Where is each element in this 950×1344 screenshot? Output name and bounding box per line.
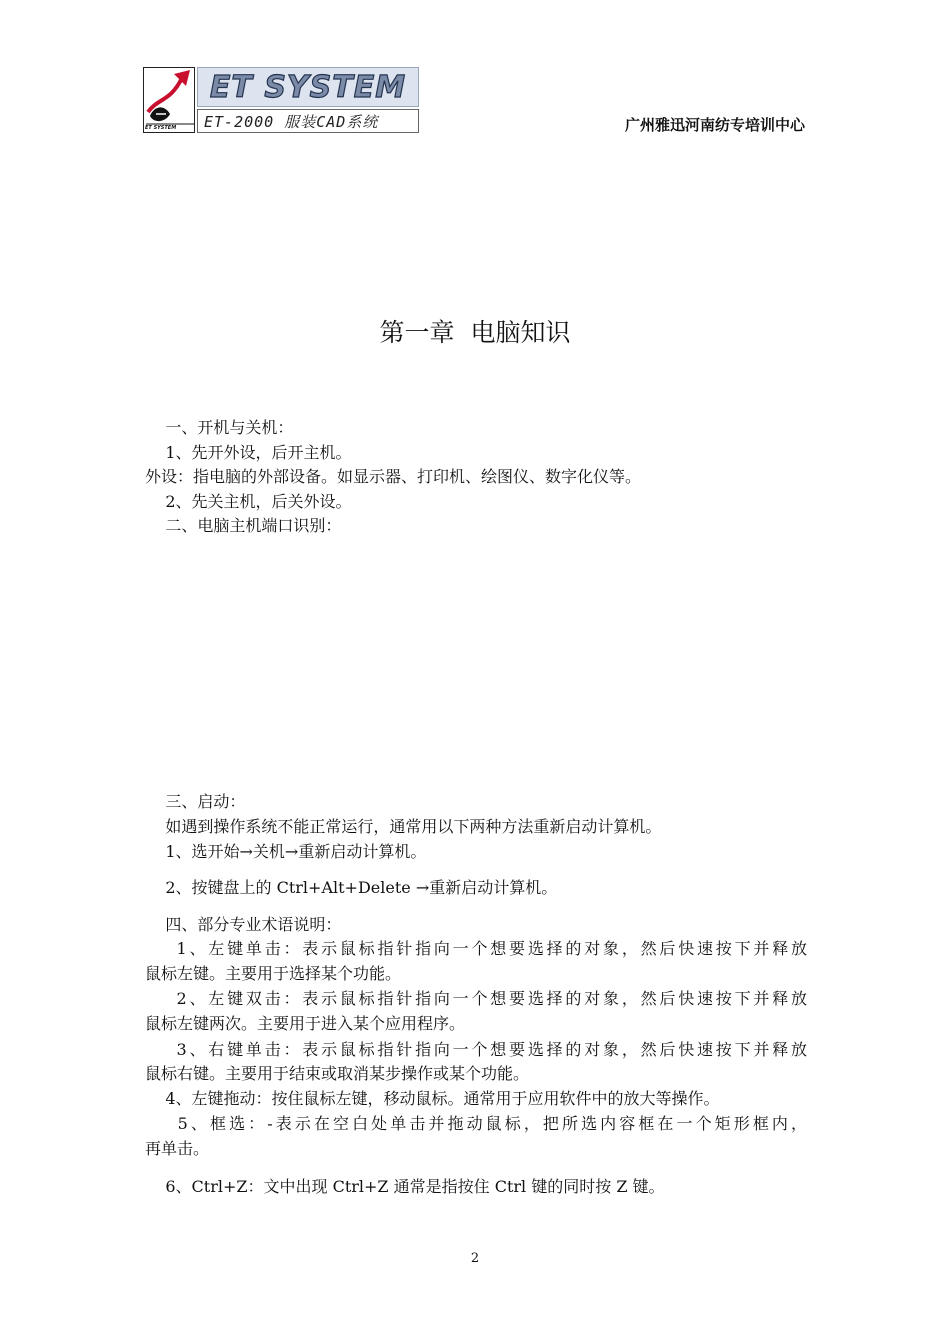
body-line: 2、左键双击：表示鼠标指针指向一个想要选择的对象，然后快速按下并释放 bbox=[145, 989, 807, 1008]
body-line: 2、按键盘上的 Ctrl+Alt+Delete →重新启动计算机。 bbox=[145, 878, 558, 897]
body-line: 4、左键拖动：按住鼠标左键，移动鼠标。通常用于应用软件中的放大等操作。 bbox=[145, 1089, 720, 1108]
body-line: 2、先关主机，后关外设。 bbox=[145, 492, 352, 511]
chapter-title: 第一章 电脑知识 bbox=[379, 318, 571, 347]
pen-logo-icon bbox=[143, 67, 195, 133]
logo-title-box bbox=[197, 67, 419, 107]
section-heading-terms: 四、部分专业术语说明： bbox=[145, 915, 342, 934]
body-line: 1、左键单击：表示鼠标指针指向一个想要选择的对象，然后快速按下并释放 bbox=[145, 939, 807, 958]
section-heading-power: 一、开机与关机： bbox=[145, 418, 294, 437]
body-line: 外设：指电脑的外部设备。如显示器、打印机、绘图仪、数字化仪等。 bbox=[145, 467, 642, 486]
training-center-name: 广州雅迅河南纺专培训中心 bbox=[624, 116, 805, 134]
body-line: 鼠标左键两次。主要用于进入某个应用程序。 bbox=[145, 1014, 466, 1033]
body-line: 1、选开始→关机→重新启动计算机。 bbox=[145, 842, 427, 861]
body-line: 3、右键单击：表示鼠标指针指向一个想要选择的对象，然后快速按下并释放 bbox=[145, 1040, 807, 1059]
body-line: 再单击。 bbox=[145, 1139, 210, 1158]
body-line: 5、框选：-表示在空白处单击并拖动鼠标，把所选内容框在一个矩形框内， bbox=[145, 1114, 807, 1133]
et-system-logo bbox=[143, 67, 419, 133]
section-heading-ports: 二、电脑主机端口识别： bbox=[145, 516, 342, 535]
body-line: 6、Ctrl+Z：文中出现 Ctrl+Z 通常是指按住 Ctrl 键的同时按 Z 键。 bbox=[145, 1177, 665, 1196]
logo-subtitle: ET-2000 服装CAD系统 bbox=[197, 109, 419, 133]
body-line: 鼠标左键。主要用于选择某个功能。 bbox=[145, 964, 402, 983]
pen-logo-graphic bbox=[144, 68, 195, 133]
body-line: 鼠标右键。主要用于结束或取消某步操作或某个功能。 bbox=[145, 1064, 530, 1083]
logo-title: ET SYSTEM bbox=[209, 69, 407, 105]
body-line: 如遇到操作系统不能正常运行，通常用以下两种方法重新启动计算机。 bbox=[145, 817, 662, 836]
page-number: 2 bbox=[470, 1251, 480, 1266]
body-line: 1、先开外设，后开主机。 bbox=[145, 443, 352, 462]
section-heading-restart: 三、启动： bbox=[145, 792, 246, 811]
logo-mark-text: ET SYSTEM bbox=[145, 125, 177, 131]
